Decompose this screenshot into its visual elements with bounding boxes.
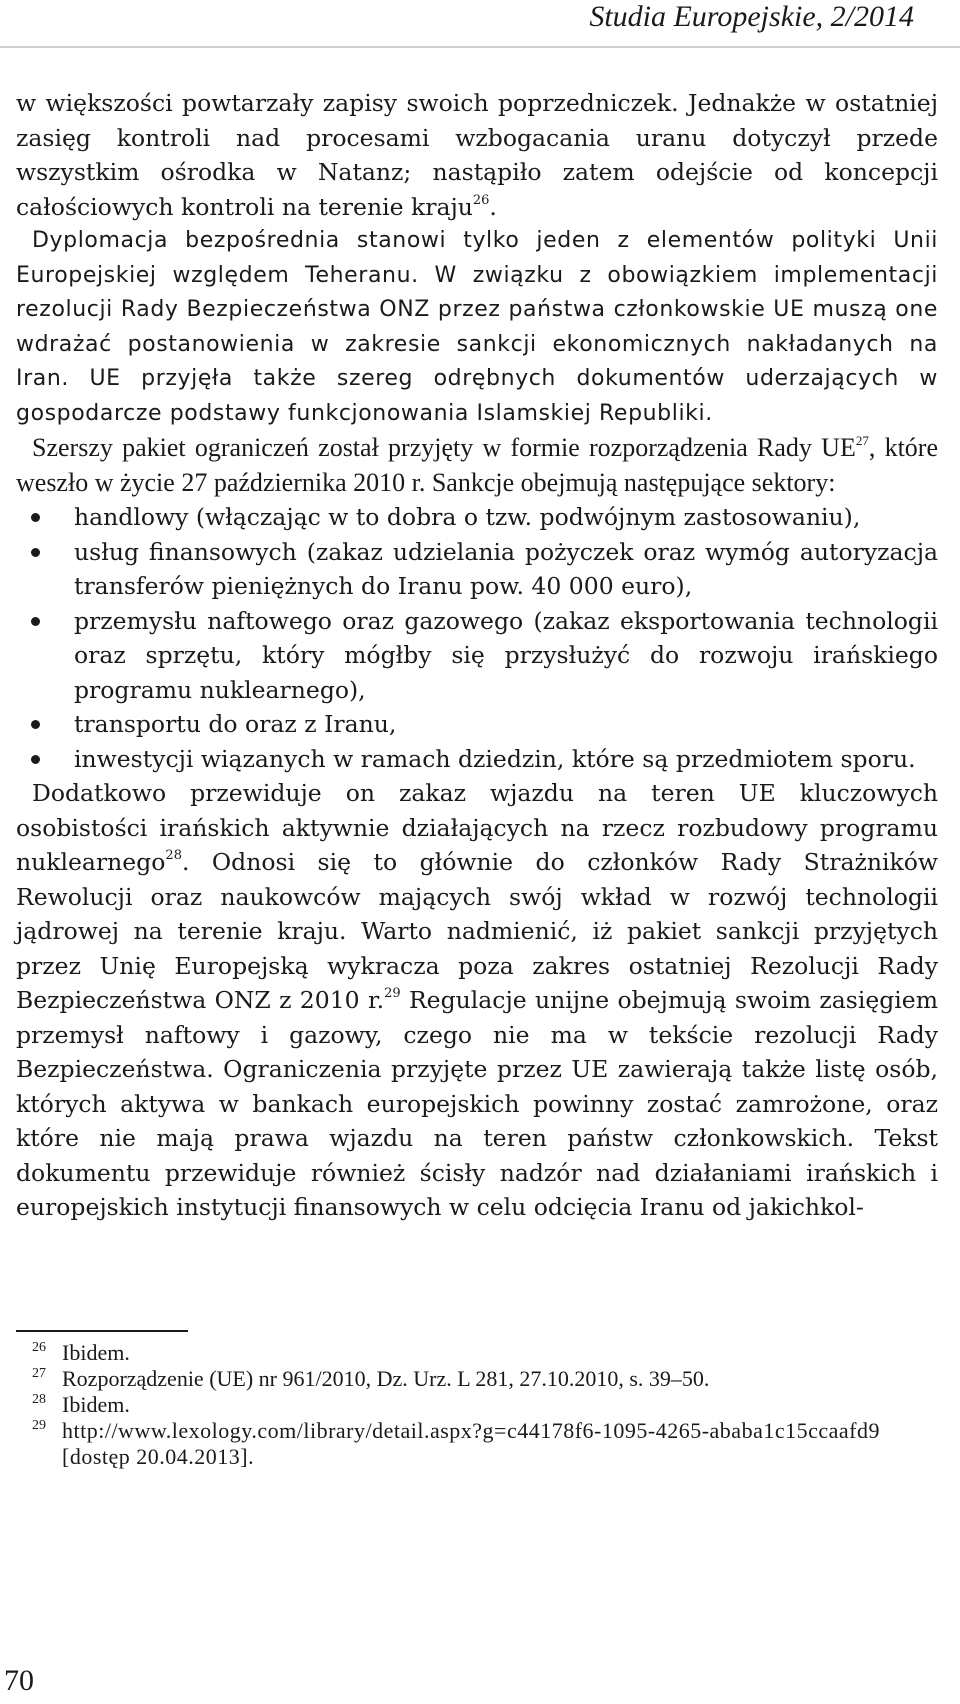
footnote-number: 26 xyxy=(32,1340,46,1355)
bullet-icon xyxy=(31,548,40,557)
footnote-text: Ibidem. xyxy=(62,1340,130,1365)
footnote-text: Rozporządzenie (UE) nr 961/2010, Dz. Urz. L 281, 27.10.2010, s. 39–50. xyxy=(62,1366,710,1391)
journal-title: Studia Europejskie, 2/2014 xyxy=(589,0,914,33)
bullet-icon xyxy=(31,720,40,729)
footnote-item xyxy=(16,1340,886,1366)
list-item-text: handlowy (włączając w to dobra o tzw. podwójnym zastosowaniu), xyxy=(74,503,861,531)
bullet-icon xyxy=(31,755,40,764)
list-item-text: transportu do oraz z Iranu, xyxy=(74,710,397,738)
footnote-number: 27 xyxy=(32,1366,46,1381)
paragraph-1-end: . xyxy=(489,192,497,221)
page-header xyxy=(0,0,960,52)
footnote-rule xyxy=(16,1330,188,1332)
paragraph-1-text: w większości powtarzały zapisy swoich poprzedniczek. Jednakże w ostatniej zasięg kontroli nad procesami wzbogacania uranu dotyczył przede wszystkim ośrodka w Natanz; nastąpiło zatem odejście od koncepcji całościowych kontroli na terenie kraju xyxy=(16,89,938,221)
footnote-ref-28: 28 xyxy=(165,848,182,863)
footnote-item xyxy=(16,1418,886,1470)
list-item-text: inwestycji wiązanych w ramach dziedzin, które są przedmiotem sporu. xyxy=(74,744,916,773)
footnote-item xyxy=(16,1366,886,1392)
list-item xyxy=(16,707,938,742)
list-item xyxy=(16,604,938,708)
footnote-text: Ibidem. xyxy=(62,1392,130,1417)
paragraph-3 xyxy=(16,431,938,500)
list-item xyxy=(16,500,938,535)
bullet-icon xyxy=(31,617,40,626)
page-number: 70 xyxy=(4,1664,34,1697)
paragraph-3-text-a: Szerszy pakiet ograniczeń został przyjęty w formie rozporządzenia Rady UE xyxy=(32,433,856,462)
paragraph-4-text-a: Dodatkowo przewiduje on zakaz wjazdu na teren UE kluczowych osobistości irańskich aktywnie działających na rzecz rozbudowy programu nuklearnego xyxy=(16,779,938,876)
footnote-number: 29 xyxy=(32,1418,46,1433)
list-item xyxy=(16,742,938,777)
footnote-ref-26: 26 xyxy=(472,192,490,208)
list-item xyxy=(16,535,938,604)
paragraph-3-text-b: , które weszło w życie 27 października 2010 r. Sankcje obejmują następujące sektory: xyxy=(16,433,938,497)
list-item-text: usług finansowych (zakaz udzielania pożyczek oraz wymóg autoryzacja transferów pieniężnych do Iranu pow. 40 000 euro), xyxy=(74,537,938,600)
paragraph-4-text-b: . Odnosi się to głównie do członków Rady Strażników Rewolucji oraz naukowców mających swój wkład w rozwój technologii jądrowej na terenie kraju. Warto nadmienić, iż pakiet sankcji przyjętych przez Unię Europejską wykracza poza zakres ostatniej Rezolucji Rady Bezpieczeństwa ONZ z 2010 r. xyxy=(16,848,938,1014)
footnotes xyxy=(16,1340,886,1470)
body-text xyxy=(16,86,938,1225)
bullet-icon xyxy=(31,513,40,522)
paragraph-1 xyxy=(16,86,938,224)
footnote-link[interactable]: http://www.lexology.com/library/detail.aspx?g=c44178f6-1095-4265-ababa1c15ccaafd9 [dostęp 20.04.2013]. xyxy=(62,1418,880,1469)
footnote-ref-29: 29 xyxy=(384,986,401,1001)
footnote-number: 28 xyxy=(32,1392,46,1407)
paragraph-4 xyxy=(16,776,938,1225)
list-item-text: przemysłu naftowego oraz gazowego (zakaz eksportowania technologii oraz sprzętu, który mógłby się przysłużyć do rozwoju irańskiego programu nuklearnego), xyxy=(74,606,938,704)
footnote-ref-27: 27 xyxy=(855,433,869,448)
header-rule xyxy=(0,46,960,48)
paragraph-2: Dyplomacja bezpośrednia stanowi tylko jeden z elementów polityki Unii Europejskiej względem Teheranu. W związku z obowiązkiem implementacji rezolucji Rady Bezpieczeństwa ONZ przez państwa członkowskie UE muszą one wdrażać postanowienia w zakresie sankcji ekonomicznych nakładanych na Iran. UE przyjęła także szereg odrębnych dokumentów uderzających w gospodarcze podstawy funkcjonowania Islamskiej Republiki. xyxy=(16,228,938,426)
sector-list xyxy=(16,500,938,776)
footnote-item xyxy=(16,1392,886,1418)
paragraph-4-text-c: Regulacje unijne obejmują swoim zasięgiem przemysł naftowy i gazowy, czego nie ma w tekście rezolucji Rady Bezpieczeństwa. Ograniczenia przyjęte przez UE zawierają także listę osób, których aktywa w bankach europejskich powinny zostać zamrożone, oraz które nie mają prawa wjazdu na teren państw członkowskich. Tekst dokumentu przewiduje również ścisły nadzór nad działaniami irańskich i europejskich instytucji finansowych w celu odcięcia Iranu od jakichkol- xyxy=(16,986,938,1221)
